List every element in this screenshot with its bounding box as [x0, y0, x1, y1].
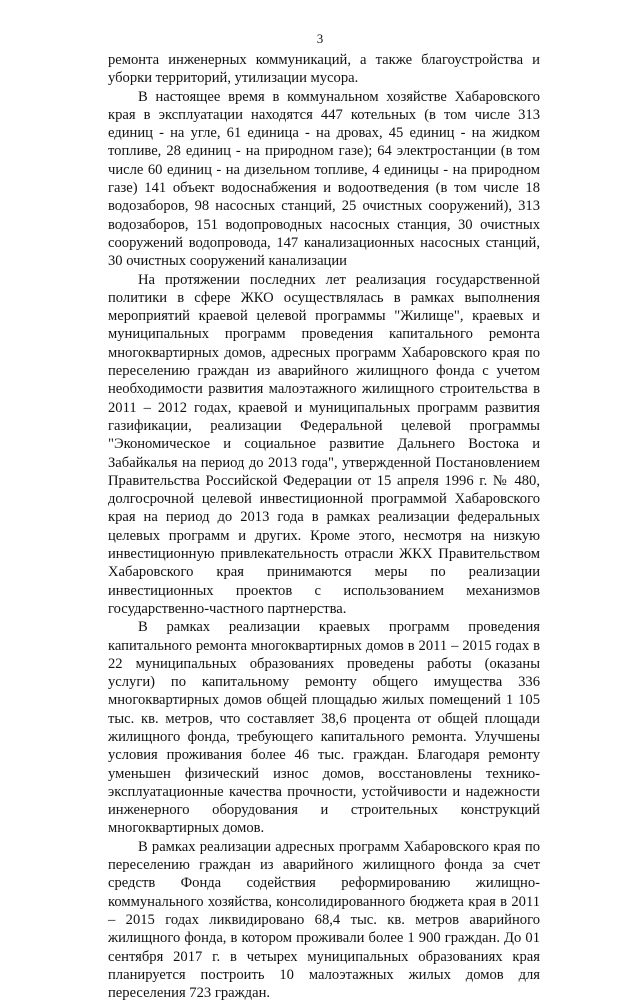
paragraph-5: В рамках реализации адресных программ Хабаровского края по переселению граждан из аварийного жилищного фонда за счет средств Фонда содействия реформированию жилищно-коммунального хозяйства, консолидированного бюджета края в 2011 – 2015 годах ликвидировано 68,4 тыс. кв. метров аварийного жилищного фонда, в котором проживали более 1 900 граждан. До 01 сентября 2017 г. в четырех муниципальных образованиях края планируется построить 10 малоэтажных жилых домов для переселения 723 граждан.: [108, 838, 540, 1002]
paragraph-2: В настоящее время в коммунальном хозяйстве Хабаровского края в эксплуатации находятся 447 котельных (в том числе 313 единиц - на угле, 61 единица - на дровах, 45 единиц - на жидком топливе, 28 единиц - на природном газе); 64 электростанции (в том числе 60 единиц - на дизельном топливе, 4 единицы - на природном газе) 141 объект водоснабжения и водоотведения (в том числе 18 водозаборов, 98 насосных станций, 25 очистных сооружений), 313 водозаборов, 151 водопроводных насосных станция, 30 очистных сооружений водопровода, 147 канализационных насосных станций, 30 очистных сооружений канализации: [108, 88, 540, 270]
page-number: 3: [316, 31, 324, 46]
document-body: [108, 51, 540, 1002]
paragraph-1: ремонта инженерных коммуникаций, а также благоустройства и уборки территорий, утилизации мусора.: [108, 52, 540, 87]
paragraph-3: На протяжении последних лет реализация государственной политики в сфере ЖКО осуществлялась в рамках выполнения мероприятий краевой целевой программы "Жилище", краевых и муниципальных программ проведения капитального ремонта многоквартирных домов, адресных программ Хабаровского края по переселению граждан из аварийного жилищного фонда с учетом необходимости развития малоэтажного жилищного строительства в 2011 – 2012 годах, краевой и муниципальных программ развития газификации, реализации Федеральной целевой программы "Экономическое и социальное развитие Дальнего Востока и Забайкалья на период до 2013 года", утвержденной Постановлением Правительства Российской Федерации от 15 апреля 1996 г. № 480, долгосрочной целевой инвестиционной программой Хабаровского края на период до 2013 года в рамках реализации федеральных целевых программ и других. Кроме этого, несмотря на низкую инвестиционную привлекательность отрасли ЖКХ Правительством Хабаровского края принимаются меры по реализации инвестиционных проектов с использованием механизмов государственно-частного партнерства.: [108, 271, 540, 617]
paragraph-4: В рамках реализации краевых программ проведения капитального ремонта многоквартирных домов в 2011 – 2015 годах в 22 муниципальных образованиях проведены работы (оказаны услуги) по капитальному ремонту общего имущества 336 многоквартирных домов общей площадью жилых помещений 1 105 тыс. кв. метров, что составляет 38,6 процента от общей площади жилищного фонда, требующего капитального ремонта. Улучшены условия проживания более 46 тыс. граждан. Благодаря ремонту уменьшен физический износ домов, восстановлены технико-эксплуатационные качества прочности, устойчивости и надежности инженерного оборудования и строительных конструкций многоквартирных домов.: [108, 619, 540, 837]
